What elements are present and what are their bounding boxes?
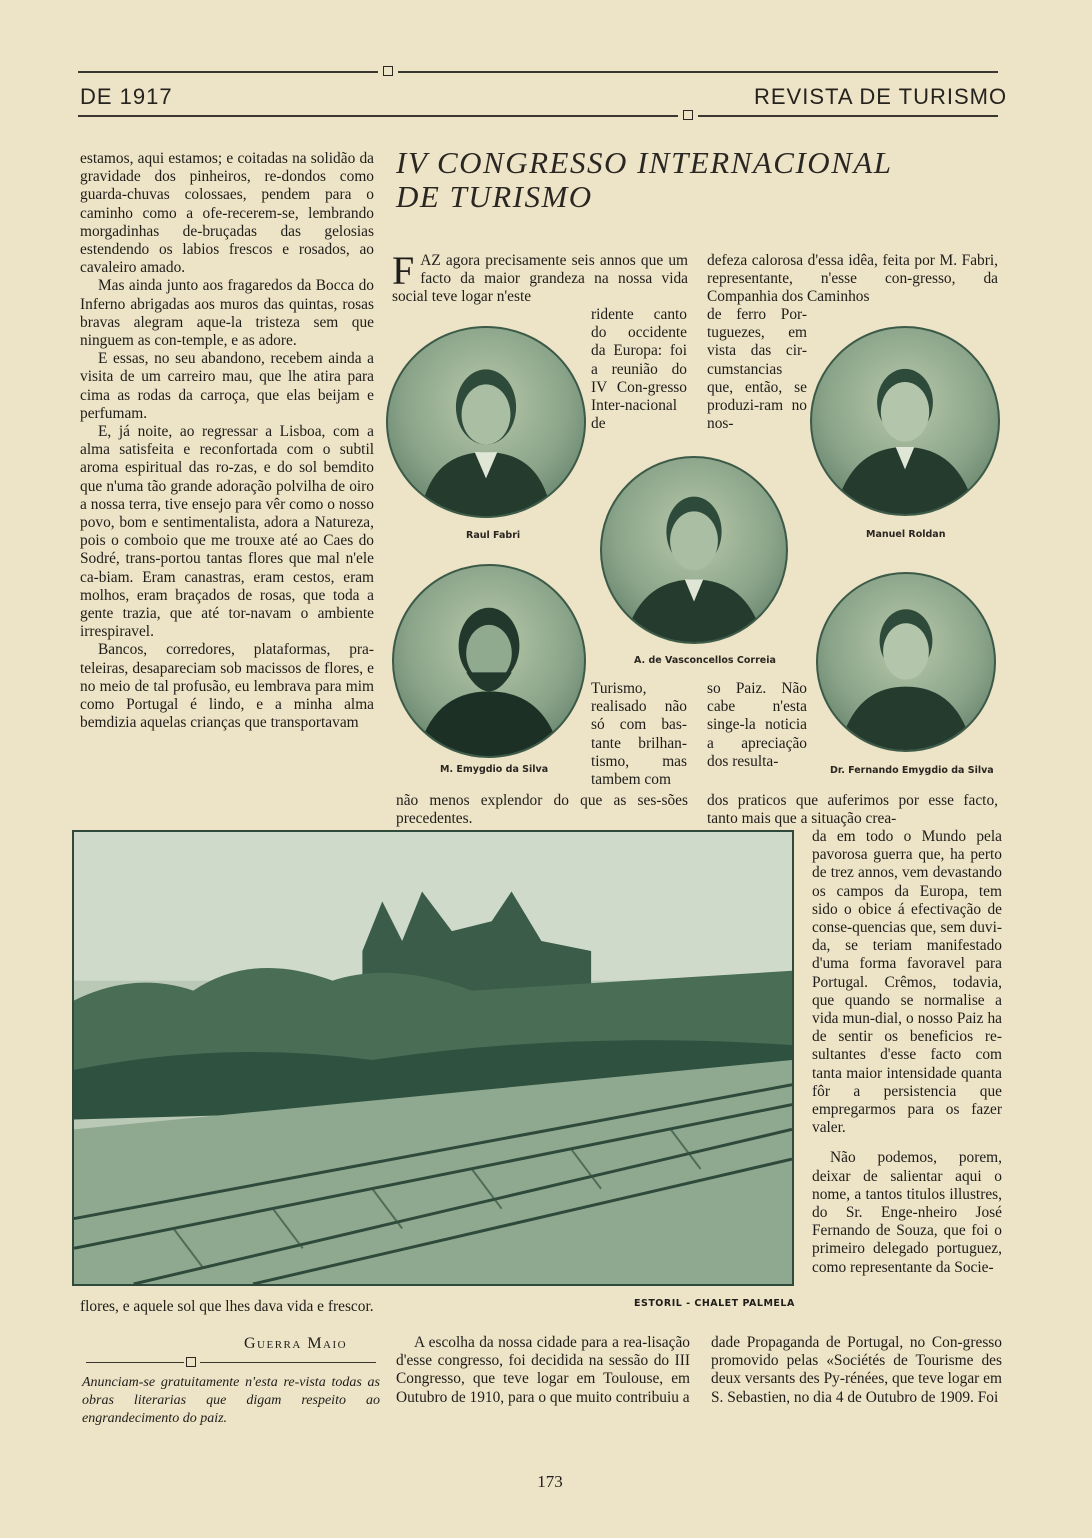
portrait-photo — [818, 574, 994, 750]
portrait-vasconcellos-correia — [600, 456, 788, 644]
portrait-fernando-emygdio-da-silva — [816, 572, 996, 752]
right-column-top — [707, 252, 998, 307]
bottom-middle-paragraph: A escolha da nossa cidade para a rea-lisação d'esse congresso, foi decidida na sessão do III Congresso, que teve logar em Toulouse, em Outubro de 1910, para o que muito contribuiu a — [396, 1334, 690, 1406]
portrait-m-emygdio-da-silva — [392, 564, 586, 758]
notice-ornament — [186, 1357, 196, 1367]
portrait-photo — [388, 328, 584, 516]
notice-rule-right — [200, 1362, 376, 1363]
header-rule-top-right — [398, 71, 998, 73]
header-rule-top-left — [78, 71, 378, 73]
left-paragraph-1: estamos, aqui estamos; e coitadas na solidão da gravidade dos pinheiros, re-dondos como guarda-chuvas colossaes, pendem para o caminho como a ofe-recerem-se, lembrando morgadinhas de-bruçadas das gelosias estendendo os labios frescos e rosados, ao cavaleiro amado. — [80, 150, 374, 277]
left-paragraph-5: Bancos, corredores, plataformas, pra-teleiras, desapareciam sob macissos de flores, e no meio de tal profusão, eu lembrava para mim como Portugal é lindo, e a minha alma bemdizia aquelas crianças que transportavam — [80, 641, 374, 732]
article-title-line-1: IV CONGRESSO INTERNACIONAL — [396, 145, 893, 180]
paiz-fragment — [707, 680, 807, 771]
portrait-raul-fabri — [386, 326, 586, 518]
turismo-fragment-text: Turismo, realisado não só com bas-tante brilhan-tismo, mas tambem com — [591, 680, 687, 789]
left-column-bottom — [80, 1298, 378, 1316]
right-bottom-lead — [707, 792, 998, 828]
right-bottom-lead-text: dos praticos que auferimos por esse facto, tanto mais que a situação crea- — [707, 792, 998, 828]
middle-bottom-paragraph: não menos explendor do que as ses-sões precedentes. — [396, 792, 688, 828]
page-number: 173 — [537, 1472, 563, 1491]
bottom-middle-text — [396, 1334, 690, 1407]
portrait-photo — [812, 328, 998, 514]
header-ornament-top — [383, 66, 393, 76]
left-paragraph-2: Mas ainda junto aos fragaredos da Bocca do Inferno abrigadas aos muros das quintas, rosas bravas alegram aque-la tristeza sem que ninguem as con-temple, e as adore. — [80, 277, 374, 350]
estoril-chalet-palmela-photo — [72, 830, 794, 1286]
middle-narrow-text — [591, 306, 687, 433]
right-top-text: defeza calorosa d'essa idêa, feita por M. Fabri, representante, n'esse con-gresso, da Companhia dos Caminhos — [707, 252, 998, 306]
turismo-fragment — [591, 680, 687, 789]
article-intro — [392, 248, 688, 307]
running-head-right: REVISTA DE TURISMO — [754, 84, 1008, 109]
author-signature: Guerra Maio — [244, 1335, 348, 1352]
left-column — [80, 150, 374, 733]
railway-scene — [74, 832, 792, 1284]
paiz-fragment-text: so Paiz. Não cabe n'esta singe-la noticia a apreciação dos resulta- — [707, 680, 807, 770]
article-intro-text: AZ agora precisamente seis annos que um facto da maior grandeza na nossa vida social teve logar n'este — [392, 252, 688, 306]
right-narrow-text — [707, 306, 807, 433]
right-narrow-paragraph: de ferro Por-tuguezes, em vista das cir-cumstancias que, então, se produzi-ram no nos- — [707, 306, 807, 433]
caption-m-emygdio-da-silva: M. Emygdio da Silva — [440, 764, 549, 775]
bottom-right-text — [711, 1334, 1002, 1407]
middle-narrow-paragraph: ridente canto do occidente da Europa: foi a reunião do IV Con-gresso Inter-nacional de — [591, 306, 687, 433]
portrait-photo — [394, 566, 584, 756]
header-rule-bottom-left — [78, 115, 678, 117]
article-title-line-2: DE TURISMO — [396, 179, 593, 214]
left-paragraph-4: E, já noite, ao regressar a Lisboa, com a alma satisfeita e reconfortada com o subtil aroma espiritual das ro-zas, e do sol bemdito que n'uma tão grande adoração polvilha de oiro a nossa terra, tive ensejo para vêr como o nosso povo, bom e sentimentalista, adora a Natureza, pois o comboio que me trouxe até ao Caes do Sodré, trans-portou tantas flores que mal n'ele ca-biam. Eram canastras, eram cestos, eram molhos, eram braçados de rosas, que toda a gente trazia, que até tor-navam o ambiente irrespiravel. — [80, 423, 374, 641]
right-narrow-long-text: da em todo o Mundo pela pavorosa guerra que, ha perto de trez annos, vem devastando os campos da Europa, tem sido o obice á efectivação de conse-quencias que, sem duvi-da, se teriam manifestado d'uma forma favoravel para Portugal. Crêmos, todavia, que quando se normalise a vida mun-dial, o nosso Paiz ha de sentir os beneficios re-sultantes d'esse facto com tanta maior intensidade quanta fôr a persistencia que empregarmos para os fazer valer. — [812, 828, 1002, 1137]
middle-bottom-text — [396, 792, 688, 828]
literary-notice: Anunciam-se gratuitamente n'esta re-vista todas as obras literarias que digam respeito ao engrandecimento do paiz. — [82, 1375, 380, 1426]
article-title — [396, 146, 996, 214]
bottom-right-paragraph: dade Propaganda de Portugal, no Con-gresso promovido pelas «Sociétés de Tourisme des deux versants des Py-rénées, que teve logar em S. Sebastien, no dia 4 de Outubro de 1909. Foi — [711, 1334, 1002, 1406]
running-head-left: DE 1917 — [80, 84, 173, 109]
portrait-manuel-roldan — [810, 326, 1000, 516]
header-rule-bottom-right — [698, 115, 998, 117]
left-paragraph-3: E essas, no seu abandono, recebem ainda a visita de um carreiro mau, que lhe atira para cima as rodas da carroça, que elas beijam e perfumam. — [80, 350, 374, 422]
photo-caption: ESTORIL - CHALET PALMELA — [634, 1298, 795, 1309]
drop-cap: F — [392, 248, 415, 293]
portrait-photo — [602, 458, 786, 642]
right-narrow-long-text-2: Não podemos, porem, deixar de salientar aqui o nome, a tantos titulos illustres, do Sr. Enge-nheiro José Fernando de Souza, que foi o primeiro delegado portuguez, como representante da Socie- — [812, 1149, 1002, 1276]
caption-raul-fabri: Raul Fabri — [466, 530, 521, 541]
header-ornament-bottom — [683, 110, 693, 120]
left-continuation-text: flores, e aquele sol que lhes dava vida e frescor. — [80, 1298, 374, 1315]
caption-manuel-roldan: Manuel Roldan — [866, 529, 946, 540]
notice-rule-left — [86, 1362, 184, 1363]
right-narrow-long — [812, 828, 1002, 1277]
caption-vasconcellos-correia: A. de Vasconcellos Correia — [634, 655, 776, 666]
caption-fernando-emygdio-da-silva: Dr. Fernando Emygdio da Silva — [830, 765, 994, 776]
